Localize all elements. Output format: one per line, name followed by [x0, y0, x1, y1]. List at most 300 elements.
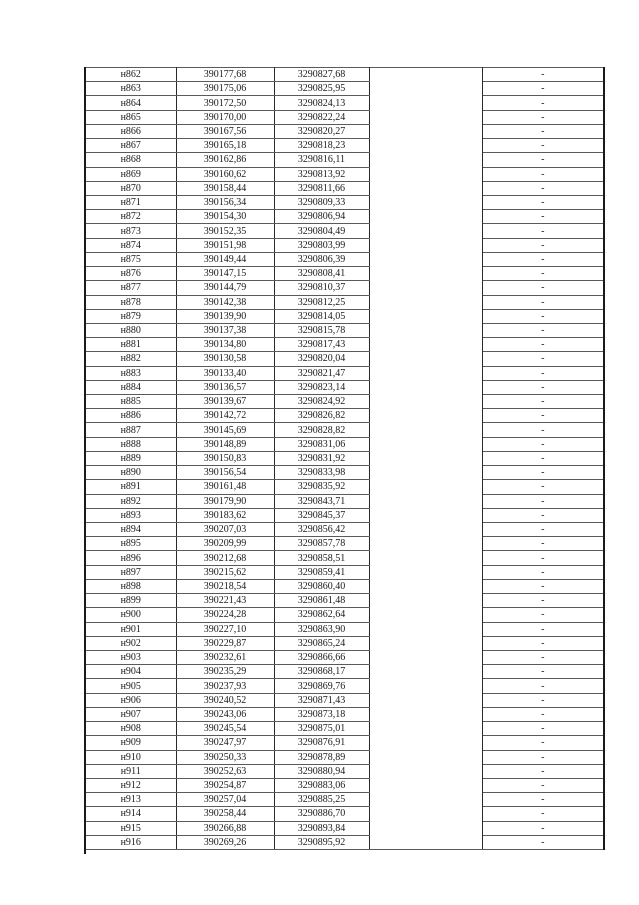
table-row — [85, 238, 604, 252]
x-coordinate-cell: 390209,99 — [176, 537, 274, 551]
point-id-cell: н914 — [85, 807, 176, 821]
empty-cell — [369, 224, 482, 238]
y-coordinate-cell: 3290835,92 — [274, 480, 369, 494]
y-coordinate-cell: 3290858,51 — [274, 551, 369, 565]
note-cell: - — [482, 451, 604, 465]
x-coordinate-cell: 390250,33 — [176, 750, 274, 764]
point-id-cell: н887 — [85, 423, 176, 437]
x-coordinate-cell: 390232,61 — [176, 650, 274, 664]
y-coordinate-cell: 3290861,48 — [274, 594, 369, 608]
table-row — [85, 523, 604, 537]
table-row — [85, 551, 604, 565]
note-cell: - — [482, 323, 604, 337]
point-id-cell: н915 — [85, 821, 176, 835]
empty-cell — [369, 736, 482, 750]
x-coordinate-cell: 390142,72 — [176, 409, 274, 423]
note-cell: - — [482, 523, 604, 537]
note-cell: - — [482, 778, 604, 792]
table-row — [85, 210, 604, 224]
point-id-cell: н874 — [85, 238, 176, 252]
x-coordinate-cell: 390218,54 — [176, 579, 274, 593]
point-id-cell: н906 — [85, 693, 176, 707]
table-row — [85, 323, 604, 337]
point-id-cell: н870 — [85, 181, 176, 195]
table-row — [85, 181, 604, 195]
point-id-cell: н886 — [85, 409, 176, 423]
point-id-cell: н884 — [85, 380, 176, 394]
table-row — [85, 96, 604, 110]
point-id-cell: н892 — [85, 494, 176, 508]
y-coordinate-cell: 3290815,78 — [274, 323, 369, 337]
empty-cell — [369, 466, 482, 480]
empty-cell — [369, 153, 482, 167]
x-coordinate-cell: 390130,58 — [176, 352, 274, 366]
table-row — [85, 281, 604, 295]
y-coordinate-cell: 3290863,90 — [274, 622, 369, 636]
table-row — [85, 437, 604, 451]
point-id-cell: н908 — [85, 722, 176, 736]
x-coordinate-cell: 390161,48 — [176, 480, 274, 494]
note-cell: - — [482, 366, 604, 380]
table-row — [85, 594, 604, 608]
y-coordinate-cell: 3290876,91 — [274, 736, 369, 750]
point-id-cell: н891 — [85, 480, 176, 494]
coordinates-table — [84, 67, 605, 850]
x-coordinate-cell: 390183,62 — [176, 508, 274, 522]
empty-cell — [369, 437, 482, 451]
table-row — [85, 395, 604, 409]
table-row — [85, 807, 604, 821]
y-coordinate-cell: 3290869,76 — [274, 679, 369, 693]
y-coordinate-cell: 3290812,25 — [274, 295, 369, 309]
point-id-cell: н882 — [85, 352, 176, 366]
note-cell: - — [482, 650, 604, 664]
x-coordinate-cell: 390237,93 — [176, 679, 274, 693]
table-row — [85, 423, 604, 437]
empty-cell — [369, 323, 482, 337]
x-coordinate-cell: 390258,44 — [176, 807, 274, 821]
note-cell: - — [482, 750, 604, 764]
x-coordinate-cell: 390162,86 — [176, 153, 274, 167]
y-coordinate-cell: 3290827,68 — [274, 68, 369, 82]
point-id-cell: н871 — [85, 195, 176, 209]
empty-cell — [369, 665, 482, 679]
note-cell: - — [482, 252, 604, 266]
x-coordinate-cell: 390145,69 — [176, 423, 274, 437]
table-row — [85, 224, 604, 238]
empty-cell — [369, 778, 482, 792]
note-cell: - — [482, 594, 604, 608]
point-id-cell: н885 — [85, 395, 176, 409]
point-id-cell: н878 — [85, 295, 176, 309]
note-cell: - — [482, 537, 604, 551]
note-cell: - — [482, 167, 604, 181]
y-coordinate-cell: 3290857,78 — [274, 537, 369, 551]
empty-cell — [369, 267, 482, 281]
table-row — [85, 153, 604, 167]
table-row — [85, 380, 604, 394]
table-row — [85, 736, 604, 750]
note-cell: - — [482, 409, 604, 423]
table-row — [85, 636, 604, 650]
note-cell: - — [482, 96, 604, 110]
point-id-cell: н901 — [85, 622, 176, 636]
x-coordinate-cell: 390156,34 — [176, 195, 274, 209]
y-coordinate-cell: 3290808,41 — [274, 267, 369, 281]
y-coordinate-cell: 3290814,05 — [274, 309, 369, 323]
table-row — [85, 835, 604, 849]
y-coordinate-cell: 3290895,92 — [274, 835, 369, 849]
point-id-cell: н899 — [85, 594, 176, 608]
note-cell: - — [482, 124, 604, 138]
x-coordinate-cell: 390160,62 — [176, 167, 274, 181]
point-id-cell: н910 — [85, 750, 176, 764]
y-coordinate-cell: 3290886,70 — [274, 807, 369, 821]
x-coordinate-cell: 390247,97 — [176, 736, 274, 750]
x-coordinate-cell: 390136,57 — [176, 380, 274, 394]
table-row — [85, 778, 604, 792]
x-coordinate-cell: 390150,83 — [176, 451, 274, 465]
y-coordinate-cell: 3290811,66 — [274, 181, 369, 195]
y-coordinate-cell: 3290883,06 — [274, 778, 369, 792]
note-cell: - — [482, 82, 604, 96]
y-coordinate-cell: 3290873,18 — [274, 707, 369, 721]
table-row — [85, 707, 604, 721]
table-row — [85, 167, 604, 181]
empty-cell — [369, 110, 482, 124]
y-coordinate-cell: 3290868,17 — [274, 665, 369, 679]
y-coordinate-cell: 3290831,92 — [274, 451, 369, 465]
point-id-cell: н876 — [85, 267, 176, 281]
point-id-cell: н904 — [85, 665, 176, 679]
table-row — [85, 252, 604, 266]
note-cell: - — [482, 224, 604, 238]
note-cell: - — [482, 295, 604, 309]
empty-cell — [369, 295, 482, 309]
coordinates-table-body — [85, 68, 604, 850]
note-cell: - — [482, 707, 604, 721]
table-row — [85, 110, 604, 124]
point-id-cell: н881 — [85, 338, 176, 352]
y-coordinate-cell: 3290825,95 — [274, 82, 369, 96]
empty-cell — [369, 693, 482, 707]
note-cell: - — [482, 793, 604, 807]
note-cell: - — [482, 807, 604, 821]
y-coordinate-cell: 3290804,49 — [274, 224, 369, 238]
table-row — [85, 821, 604, 835]
empty-cell — [369, 96, 482, 110]
y-coordinate-cell: 3290828,82 — [274, 423, 369, 437]
y-coordinate-cell: 3290816,11 — [274, 153, 369, 167]
note-cell: - — [482, 821, 604, 835]
point-id-cell: н865 — [85, 110, 176, 124]
x-coordinate-cell: 390172,50 — [176, 96, 274, 110]
x-coordinate-cell: 390252,63 — [176, 764, 274, 778]
point-id-cell: н877 — [85, 281, 176, 295]
x-coordinate-cell: 390229,87 — [176, 636, 274, 650]
y-coordinate-cell: 3290866,66 — [274, 650, 369, 664]
point-id-cell: н864 — [85, 96, 176, 110]
point-id-cell: н912 — [85, 778, 176, 792]
note-cell: - — [482, 565, 604, 579]
note-cell: - — [482, 764, 604, 778]
point-id-cell: н872 — [85, 210, 176, 224]
y-coordinate-cell: 3290822,24 — [274, 110, 369, 124]
empty-cell — [369, 395, 482, 409]
empty-cell — [369, 167, 482, 181]
empty-cell — [369, 309, 482, 323]
y-coordinate-cell: 3290823,14 — [274, 380, 369, 394]
empty-cell — [369, 281, 482, 295]
empty-cell — [369, 835, 482, 849]
x-coordinate-cell: 390137,38 — [176, 323, 274, 337]
y-coordinate-cell: 3290871,43 — [274, 693, 369, 707]
note-cell: - — [482, 195, 604, 209]
empty-cell — [369, 82, 482, 96]
y-coordinate-cell: 3290859,41 — [274, 565, 369, 579]
y-coordinate-cell: 3290824,92 — [274, 395, 369, 409]
empty-cell — [369, 807, 482, 821]
table-row — [85, 650, 604, 664]
point-id-cell: н866 — [85, 124, 176, 138]
y-coordinate-cell: 3290845,37 — [274, 508, 369, 522]
table-row — [85, 508, 604, 522]
x-coordinate-cell: 390224,28 — [176, 608, 274, 622]
x-coordinate-cell: 390154,30 — [176, 210, 274, 224]
note-cell: - — [482, 352, 604, 366]
x-coordinate-cell: 390158,44 — [176, 181, 274, 195]
x-coordinate-cell: 390167,56 — [176, 124, 274, 138]
y-coordinate-cell: 3290809,33 — [274, 195, 369, 209]
empty-cell — [369, 352, 482, 366]
y-coordinate-cell: 3290821,47 — [274, 366, 369, 380]
note-cell: - — [482, 480, 604, 494]
x-coordinate-cell: 390243,06 — [176, 707, 274, 721]
empty-cell — [369, 821, 482, 835]
table-row — [85, 537, 604, 551]
point-id-cell: н907 — [85, 707, 176, 721]
empty-cell — [369, 380, 482, 394]
point-id-cell: н888 — [85, 437, 176, 451]
note-cell: - — [482, 437, 604, 451]
x-coordinate-cell: 390151,98 — [176, 238, 274, 252]
empty-cell — [369, 551, 482, 565]
empty-cell — [369, 252, 482, 266]
x-coordinate-cell: 390212,68 — [176, 551, 274, 565]
empty-cell — [369, 608, 482, 622]
note-cell: - — [482, 608, 604, 622]
table-row — [85, 466, 604, 480]
y-coordinate-cell: 3290885,25 — [274, 793, 369, 807]
y-coordinate-cell: 3290862,64 — [274, 608, 369, 622]
point-id-cell: н902 — [85, 636, 176, 650]
table-row — [85, 793, 604, 807]
x-coordinate-cell: 390179,90 — [176, 494, 274, 508]
point-id-cell: н903 — [85, 650, 176, 664]
point-id-cell: н893 — [85, 508, 176, 522]
empty-cell — [369, 366, 482, 380]
point-id-cell: н890 — [85, 466, 176, 480]
x-coordinate-cell: 390139,90 — [176, 309, 274, 323]
table-row — [85, 679, 604, 693]
x-coordinate-cell: 390149,44 — [176, 252, 274, 266]
empty-cell — [369, 579, 482, 593]
y-coordinate-cell: 3290824,13 — [274, 96, 369, 110]
y-coordinate-cell: 3290878,89 — [274, 750, 369, 764]
y-coordinate-cell: 3290880,94 — [274, 764, 369, 778]
note-cell: - — [482, 380, 604, 394]
note-cell: - — [482, 835, 604, 849]
y-coordinate-cell: 3290806,39 — [274, 252, 369, 266]
y-coordinate-cell: 3290826,82 — [274, 409, 369, 423]
empty-cell — [369, 139, 482, 153]
table-row — [85, 480, 604, 494]
x-coordinate-cell: 390152,35 — [176, 224, 274, 238]
x-coordinate-cell: 390257,04 — [176, 793, 274, 807]
empty-cell — [369, 238, 482, 252]
table-row — [85, 750, 604, 764]
empty-cell — [369, 793, 482, 807]
table-row — [85, 579, 604, 593]
note-cell: - — [482, 281, 604, 295]
point-id-cell: н898 — [85, 579, 176, 593]
x-coordinate-cell: 390266,88 — [176, 821, 274, 835]
x-coordinate-cell: 390207,03 — [176, 523, 274, 537]
point-id-cell: н905 — [85, 679, 176, 693]
x-coordinate-cell: 390221,43 — [176, 594, 274, 608]
empty-cell — [369, 124, 482, 138]
table-row — [85, 494, 604, 508]
y-coordinate-cell: 3290875,01 — [274, 722, 369, 736]
point-id-cell: н867 — [85, 139, 176, 153]
point-id-cell: н895 — [85, 537, 176, 551]
table-row — [85, 622, 604, 636]
point-id-cell: н889 — [85, 451, 176, 465]
table-row — [85, 451, 604, 465]
note-cell: - — [482, 551, 604, 565]
y-coordinate-cell: 3290820,27 — [274, 124, 369, 138]
y-coordinate-cell: 3290817,43 — [274, 338, 369, 352]
note-cell: - — [482, 267, 604, 281]
note-cell: - — [482, 110, 604, 124]
y-coordinate-cell: 3290860,40 — [274, 579, 369, 593]
table-row — [85, 665, 604, 679]
empty-cell — [369, 480, 482, 494]
y-coordinate-cell: 3290818,23 — [274, 139, 369, 153]
note-cell: - — [482, 423, 604, 437]
x-coordinate-cell: 390177,68 — [176, 68, 274, 82]
note-cell: - — [482, 508, 604, 522]
table-row — [85, 366, 604, 380]
note-cell: - — [482, 736, 604, 750]
note-cell: - — [482, 693, 604, 707]
x-coordinate-cell: 390170,00 — [176, 110, 274, 124]
x-coordinate-cell: 390156,54 — [176, 466, 274, 480]
empty-cell — [369, 565, 482, 579]
note-cell: - — [482, 153, 604, 167]
x-coordinate-cell: 390133,40 — [176, 366, 274, 380]
table-row — [85, 68, 604, 82]
table-row — [85, 608, 604, 622]
point-id-cell: н896 — [85, 551, 176, 565]
point-id-cell: н873 — [85, 224, 176, 238]
x-coordinate-cell: 390227,10 — [176, 622, 274, 636]
x-coordinate-cell: 390134,80 — [176, 338, 274, 352]
note-cell: - — [482, 636, 604, 650]
table-row — [85, 82, 604, 96]
table-row — [85, 722, 604, 736]
page-edge-mark — [84, 844, 86, 854]
note-cell: - — [482, 494, 604, 508]
point-id-cell: н916 — [85, 835, 176, 849]
note-cell: - — [482, 68, 604, 82]
y-coordinate-cell: 3290893,84 — [274, 821, 369, 835]
x-coordinate-cell: 390142,38 — [176, 295, 274, 309]
empty-cell — [369, 636, 482, 650]
empty-cell — [369, 181, 482, 195]
empty-cell — [369, 750, 482, 764]
point-id-cell: н862 — [85, 68, 176, 82]
table-row — [85, 693, 604, 707]
y-coordinate-cell: 3290806,94 — [274, 210, 369, 224]
table-row — [85, 195, 604, 209]
x-coordinate-cell: 390215,62 — [176, 565, 274, 579]
x-coordinate-cell: 390240,52 — [176, 693, 274, 707]
note-cell: - — [482, 665, 604, 679]
note-cell: - — [482, 181, 604, 195]
point-id-cell: н869 — [85, 167, 176, 181]
empty-cell — [369, 722, 482, 736]
note-cell: - — [482, 210, 604, 224]
x-coordinate-cell: 390148,89 — [176, 437, 274, 451]
y-coordinate-cell: 3290813,92 — [274, 167, 369, 181]
point-id-cell: н897 — [85, 565, 176, 579]
table-row — [85, 139, 604, 153]
empty-cell — [369, 622, 482, 636]
y-coordinate-cell: 3290803,99 — [274, 238, 369, 252]
x-coordinate-cell: 390139,67 — [176, 395, 274, 409]
empty-cell — [369, 508, 482, 522]
note-cell: - — [482, 722, 604, 736]
empty-cell — [369, 195, 482, 209]
table-row — [85, 352, 604, 366]
empty-cell — [369, 764, 482, 778]
y-coordinate-cell: 3290833,98 — [274, 466, 369, 480]
y-coordinate-cell: 3290810,37 — [274, 281, 369, 295]
empty-cell — [369, 650, 482, 664]
x-coordinate-cell: 390245,54 — [176, 722, 274, 736]
point-id-cell: н894 — [85, 523, 176, 537]
point-id-cell: н863 — [85, 82, 176, 96]
x-coordinate-cell: 390254,87 — [176, 778, 274, 792]
empty-cell — [369, 338, 482, 352]
empty-cell — [369, 210, 482, 224]
coordinates-table-container — [84, 67, 603, 850]
point-id-cell: н913 — [85, 793, 176, 807]
table-row — [85, 267, 604, 281]
note-cell: - — [482, 338, 604, 352]
note-cell: - — [482, 679, 604, 693]
y-coordinate-cell: 3290856,42 — [274, 523, 369, 537]
table-row — [85, 309, 604, 323]
empty-cell — [369, 679, 482, 693]
point-id-cell: н875 — [85, 252, 176, 266]
x-coordinate-cell: 390144,79 — [176, 281, 274, 295]
x-coordinate-cell: 390165,18 — [176, 139, 274, 153]
x-coordinate-cell: 390175,06 — [176, 82, 274, 96]
point-id-cell: н880 — [85, 323, 176, 337]
table-row — [85, 295, 604, 309]
